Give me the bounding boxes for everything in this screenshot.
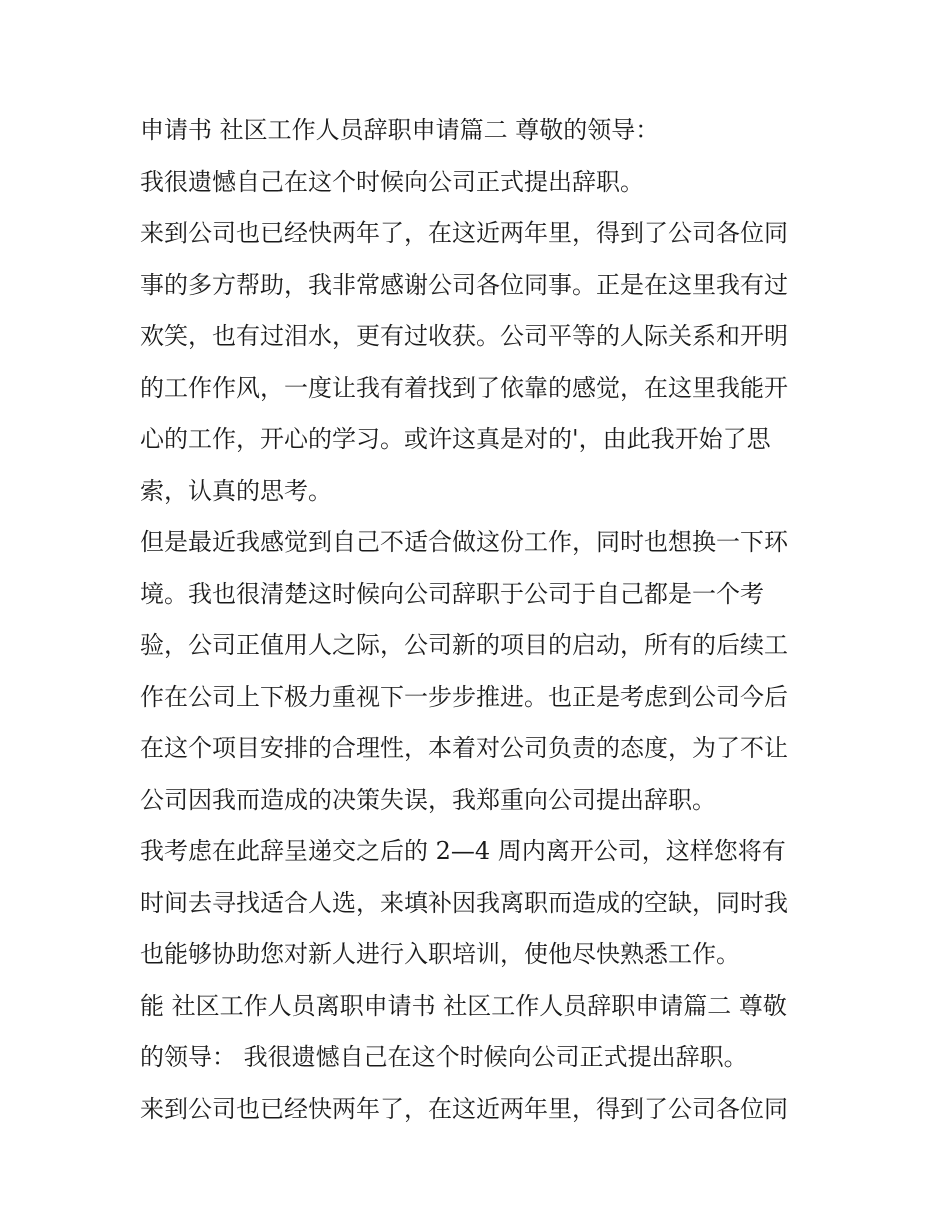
text-line: 但是最近我感觉到自己不适合做这份工作，同时也想换一下环 <box>140 528 788 556</box>
text-line: 事的多方帮助，我非常感谢公司各位同事。正是在这里我有过 <box>140 270 788 299</box>
text-line: 申请书 社区工作人员辞职申请篇二 尊敬的领导： <box>140 116 660 144</box>
document-body <box>140 105 820 1135</box>
text-line: 我很遗憾自己在这个时候向公司正式提出辞职。 <box>140 167 644 196</box>
text-line: 心的工作，开心的学习。或许这真是对的'，由此我开始了思 <box>140 425 771 453</box>
text-line: 也能够协助您对新人进行入职培训，使他尽快熟悉工作。 <box>140 940 740 968</box>
text-line: 时间去寻找适合人选，来填补因我离职而造成的空缺，同时我 <box>140 888 788 917</box>
text-line: 的领导： 我很遗憾自己在这个时候向公司正式提出辞职。 <box>140 1043 748 1071</box>
text-line: 欢笑，也有过泪水，更有过收获。公司平等的人际关系和开明 <box>140 322 788 350</box>
text-line: 来到公司也已经快两年了，在这近两年里，得到了公司各位同 <box>140 1094 788 1123</box>
text-line: 在这个项目安排的合理性，本着对公司负责的态度，为了不让 <box>140 734 788 762</box>
text-line: 我考虑在此辞呈递交之后的 2—4 周内离开公司，这样您将有 <box>140 837 786 865</box>
text-line: 境。我也很清楚这时候向公司辞职于公司于自己都是一个考 <box>140 579 764 608</box>
text-line: 来到公司也已经快两年了，在这近两年里，得到了公司各位同 <box>140 219 788 247</box>
text-line: 验，公司正值用人之际，公司新的项目的启动，所有的后续工 <box>140 631 788 659</box>
text-line: 公司因我而造成的决策失误，我郑重向公司提出辞职。 <box>140 785 716 814</box>
text-line: 的工作作风，一度让我有着找到了依靠的感觉，在这里我能开 <box>140 373 788 402</box>
text-line: 索，认真的思考。 <box>140 476 332 505</box>
text-line: 能 社区工作人员离职申请书 社区工作人员辞职申请篇二 尊敬 <box>140 991 787 1020</box>
text-line: 作在公司上下极力重视下一步步推进。也正是考虑到公司今后 <box>140 682 788 711</box>
